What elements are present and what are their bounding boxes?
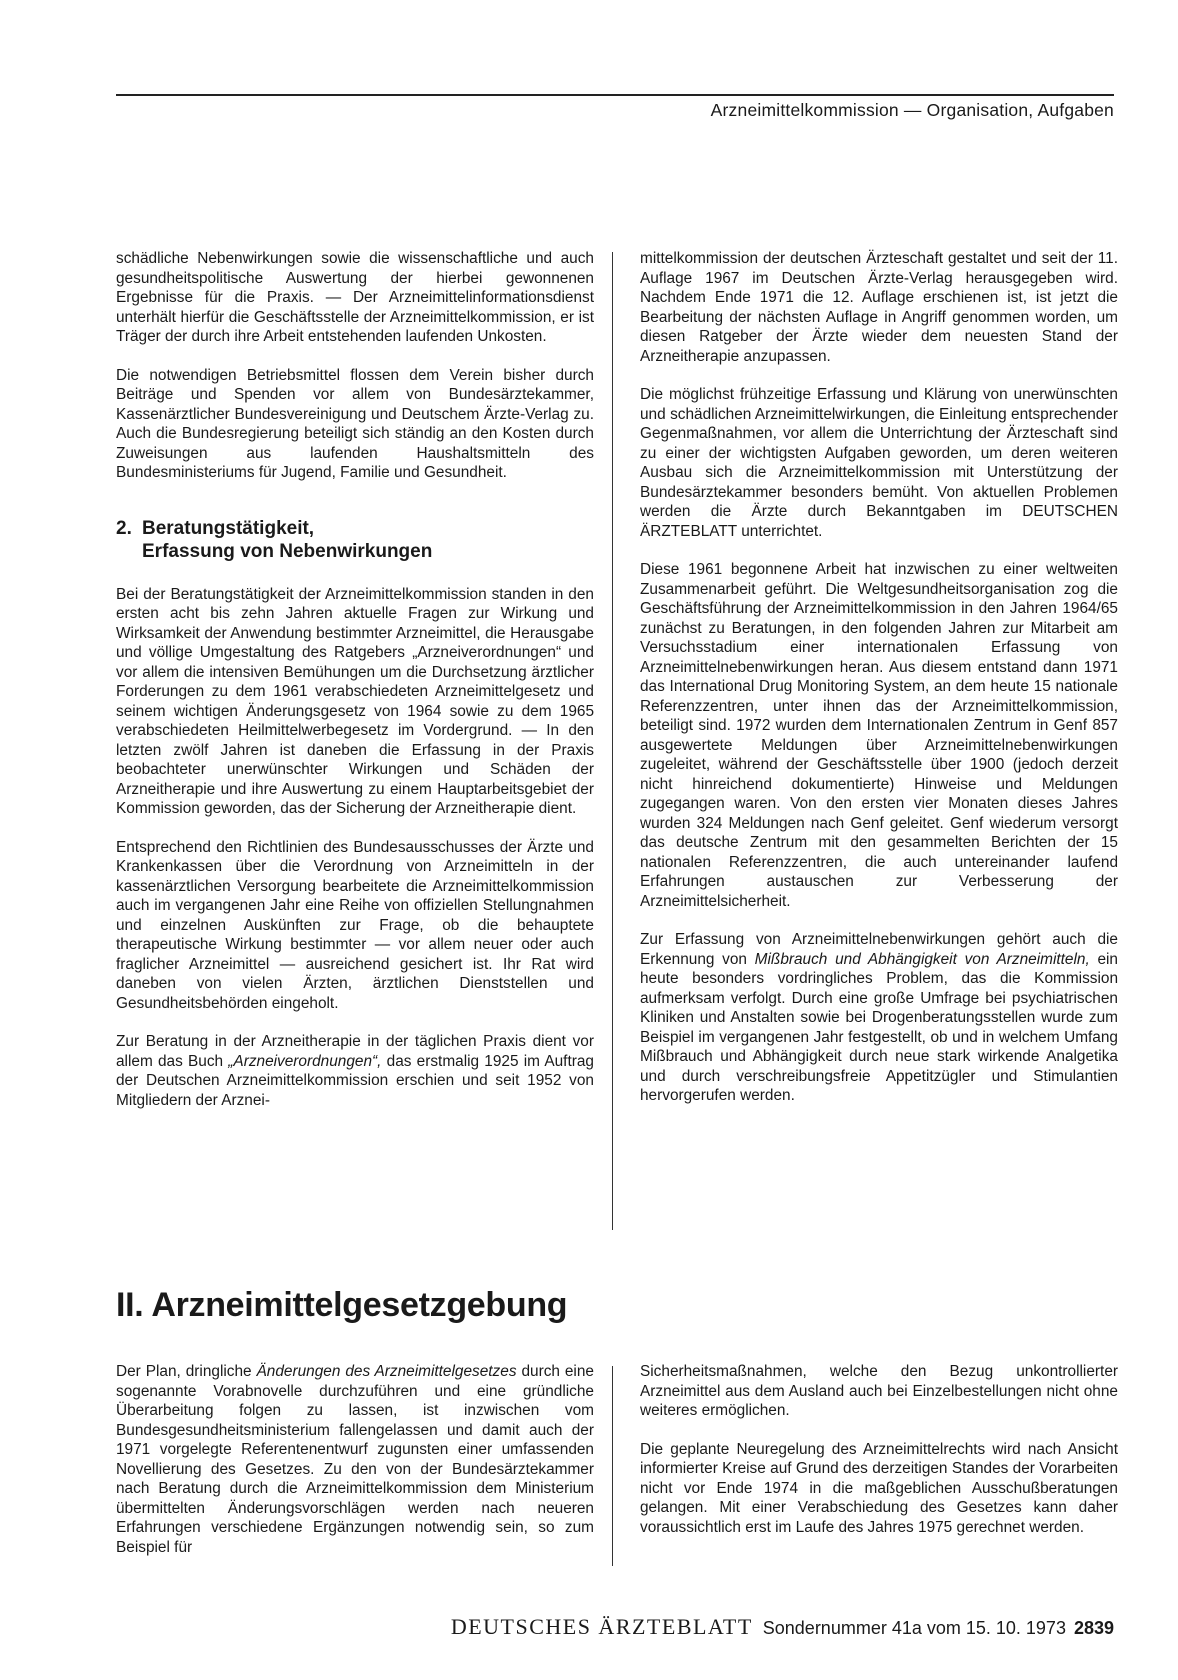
column-divider xyxy=(612,252,613,1230)
paragraph: Die möglichst frühzeitige Erfassung und Klärung von unerwünschten und schädlichen Arzneimittelwirkungen, die Einleitung entsprechender Gegenmaßnahmen, vor allem die Unterrichtung der Ärzteschaft sind zu einer der wichtigsten Aufgaben geworden, um deren weiteren Ausbau sich die Arzneimittelkommission mit Unterstützung der Bundesärztekammer besonders bemüht. Von aktuellen Problemen werden die Ärzte durch Bekanntgaben im DEUTSCHEN ÄRZTEBLATT unterrichtet. xyxy=(640,386,1118,540)
issue-info: Sondernummer 41a vom 15. 10. 1973 xyxy=(762,1618,1066,1638)
book-title: „Arzneiverordnungen“, xyxy=(228,1052,382,1070)
emphasis: Mißbrauch und Abhängigkeit von Arzneimitteln, xyxy=(754,950,1090,968)
running-head: Arzneimittelkommission — Organisation, Aufgaben xyxy=(710,100,1114,120)
page-number: 2839 xyxy=(1073,1618,1114,1638)
text-run: ein heute besonders vordringliches Problem, das die Kommission aufmerksam verfolgt. Durch eine große Umfrage bei psychiatrischen Kliniken und Anstalten sowie bei Drogenberatungsstellen wurde zum Beispiel im vergangenen Jahr festgestellt, ob und in welchem Umfang Mißbrauch und Abhängigkeit durch neue stark wirkende Analgetika und durch verschreibungsfreie Appetitzügler und Stimulantien hervorgerufen werden. xyxy=(640,950,1118,1104)
text-run: das erstmalig 1925 im Auftrag der Deutschen Arzneimittelkommission erschien und seit 1952 von Mitgliedern der Arznei- xyxy=(116,1052,594,1109)
header-rule xyxy=(116,94,1114,96)
paragraph xyxy=(640,930,1118,1106)
section1-right-column xyxy=(640,249,1118,1125)
section2-left-column xyxy=(116,1362,594,1576)
section-title: II. Arzneimittelgesetzgebung xyxy=(116,1286,568,1324)
subheading-number: 2. xyxy=(116,517,132,539)
text-run: Zur Erfassung von Arzneimittelnebenwirkungen gehört auch die Erkennung von xyxy=(640,931,1118,968)
column-divider xyxy=(612,1366,613,1566)
subheading-line2: Erfassung von Nebenwirkungen xyxy=(142,540,433,562)
paragraph: mittelkommission der deutschen Ärzteschaft gestaltet und seit der 11. Auflage 1967 im Deutschen Ärzte-Verlag herausgegeben wird. Nachdem Ende 1971 die 12. Auflage erschienen ist, ist jetzt die Bearbeitung der nächsten Auflage in Angriff genommen worden, um diesen Ratgeber der Ärzte wieder dem neuesten Stand der Arzneitherapie anzupassen. xyxy=(640,250,1118,365)
text-run: Zur Beratung in der Arzneitherapie in der täglichen Praxis dient vor allem das Buch xyxy=(116,1033,594,1070)
paragraph: schädliche Nebenwirkungen sowie die wissenschaftliche und auch gesundheitspolitische Auswertung der hierbei gewonnenen Ergebnisse für die Praxis. — Der Arzneimittelinformationsdienst unterhält hierfür die Geschäftsstelle der Arzneimittelkommission, er ist Träger der durch ihre Arbeit entstehenden laufenden Unkosten. xyxy=(116,250,594,345)
footer xyxy=(451,1614,1114,1640)
section1-left-column xyxy=(116,249,594,1129)
paragraph: Sicherheitsmaßnahmen, welche den Bezug unkontrollierter Arzneimittel aus dem Ausland auch bei Einzelbestellungen nicht ohne weiteres ermöglichen. xyxy=(640,1363,1118,1419)
paragraph xyxy=(116,1032,594,1110)
paragraph: Diese 1961 begonnene Arbeit hat inzwischen zu einer weltweiten Zusammenarbeit geführt. Die Weltgesundheitsorganisation zog die Geschäftsführung der Arzneimittelkommission in den Jahren 1964/65 zunächst zu Beratungen, in den folgenden Jahren zur Mitarbeit am Versuchsstadium einer internationalen Erfassung von Arzneimittelnebenwirkungen heran. Aus diesem entstand dann 1971 das International Drug Monitoring System, an dem heute 15 nationale Referenzzentren, unter ihnen das der Arzneimittelkommission, beteiligt sind. 1972 wurden dem Internationalen Zentrum in Genf 857 ausgewertete Meldungen über Arzneimittelnebenwirkungen zugeleitet, während der Geschäftsstelle über 1900 (jedoch derzeit nicht hinreichend dokumentierte) Hinweise und Meldungen zugegangen waren. Von den ersten vier Monaten dieses Jahres wurden 324 Meldungen nach Genf geleitet. Genf wiederum versorgt das deutsche Zentrum mit den gesammelten Berichten der 15 nationalen Referenzzentren, die auch untereinander laufend Erfahrungen austauschen zur Verbesserung der Arzneimittelsicherheit. xyxy=(640,561,1118,910)
emphasis: Änderungen des Arzneimittelgesetzes xyxy=(256,1363,517,1380)
paragraph: Entsprechend den Richtlinien des Bundesausschusses der Ärzte und Krankenkassen über die Verordnung von Arzneimitteln in der kassenärztlichen Versorgung bearbeitete die Arzneimittelkommission auch im vergangenen Jahr eine Reihe von offiziellen Stellungnahmen und einzelnen Auskünften zur Frage, ob die behauptete therapeutische Wirkung bestimmter — vor allem neuer oder auch fraglicher Arzneimittel — ausreichend gesichert ist. Ihr Rat wird daneben von vielen Ärzten, ärztlichen Dienststellen und Gesundheitsbehörden eingeholt. xyxy=(116,838,594,1012)
subheading-line1: Beratungstätigkeit, xyxy=(142,517,315,539)
text-run: durch eine sogenannte Vorabnovelle durchzuführen und eine gründliche Überarbeitung folgen zu lassen, ist inzwischen vom Bundesgesundheitsministerium fallengelassen und damit auch der 1971 vorgelegte Referentenentwurf zugunsten einer umfassenden Novellierung des Gesetzes. Zu den von der Bundesärztekammer nach Beratung durch die Arzneimittelkommission dem Ministerium übermittelten Änderungsvorschlägen werden nach neueren Erfahrungen verschiedene Ergänzungen notwendig sein, so zum Beispiel für xyxy=(116,1363,594,1556)
paragraph: Die geplante Neuregelung des Arzneimittelrechts wird nach Ansicht informierter Kreise auf Grund des derzeitigen Standes der Vorarbeiten nicht vor Ende 1974 in die maßgeblichen Ausschußberatungen gelangen. Mit einer Verabschiedung des Gesetzes kann daher voraussichtlich erst im Laufe des Jahres 1975 gerechnet werden. xyxy=(640,1440,1118,1536)
section2-right-column xyxy=(640,1362,1118,1556)
paragraph xyxy=(116,1362,594,1557)
subheading xyxy=(116,517,594,563)
paragraph: Bei der Beratungstätigkeit der Arzneimittelkommission standen in den ersten acht bis zehn Jahren aktuelle Fragen zur Wirkung und Wirksamkeit der Anwendung bestimmter Arzneimittel, die Herausgabe und völlige Umgestaltung des Ratgebers „Arzneiverordnungen“ und vor allem die intensiven Bemühungen um die Durchsetzung ärztlicher Forderungen zu dem 1961 verabschiedeten Arzneimittelgesetz und seinem wichtigen Änderungsgesetz von 1964 sowie zu dem 1965 verabschiedeten Heilmittelwerbegesetz im Vordergrund. — In den letzten zwölf Jahren ist daneben die Erfassung in der Praxis beobachteter unerwünschter Wirkungen und Schäden der Arzneitherapie und ihre Auswertung zu einem Hauptarbeitsgebiet der Kommission geworden, das der Sicherung der Arzneitherapie dient. xyxy=(116,585,594,817)
paragraph: Die notwendigen Betriebsmittel flossen dem Verein bisher durch Beiträge und Spenden vor allem von Bundesärztekammer, Kassenärztlicher Bundesvereinigung und Deutschem Ärzte-Verlag zu. Auch die Bundesregierung beteiligt sich ständig an den Kosten durch Zuweisungen aus laufenden Haushaltsmitteln des Bundesministeriums für Jugend, Familie und Gesundheit. xyxy=(116,366,594,481)
text-run: Der Plan, dringliche xyxy=(116,1363,257,1380)
masthead: DEUTSCHES ÄRZTEBLATT xyxy=(450,1614,753,1639)
